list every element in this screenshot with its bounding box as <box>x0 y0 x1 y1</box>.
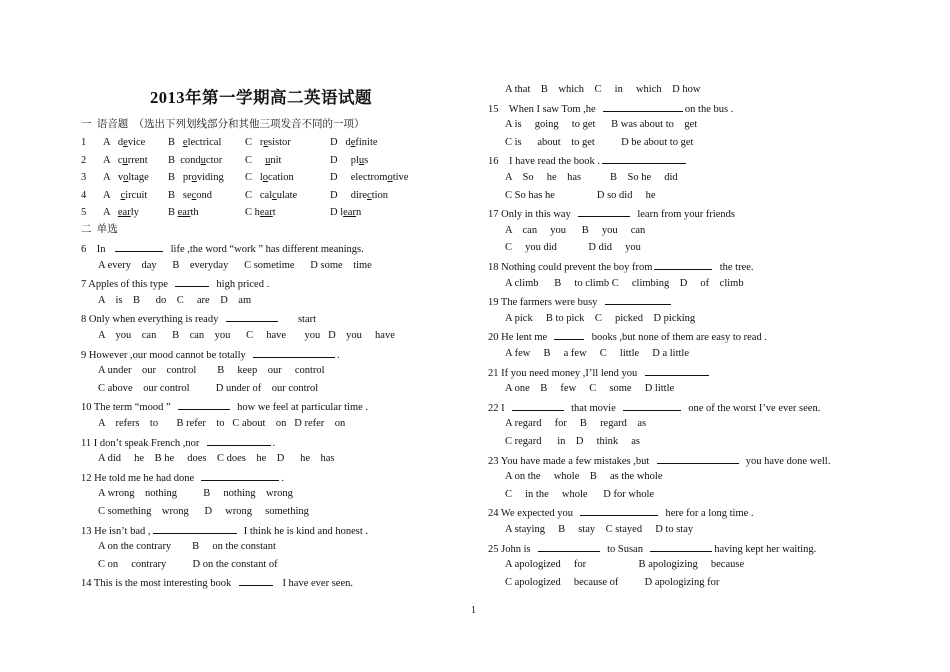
question-stem <box>488 365 711 378</box>
option-text: D dire <box>330 189 368 201</box>
answer-options: C is about to get D be about to get <box>505 136 694 148</box>
question-text: . <box>281 472 285 484</box>
question-text: to Susan <box>601 543 649 555</box>
answer-options: A is B do C are D am <box>98 294 252 306</box>
question-text: I have ever seen. <box>274 578 353 590</box>
answer-options: C above our control D under of our control <box>98 382 319 394</box>
answer-options: A pick B to pick C picked D picking <box>505 312 696 324</box>
answer-blank <box>253 347 335 358</box>
question-text: learn from your friends <box>632 209 736 221</box>
question-stem <box>81 435 275 448</box>
section2-heading: 二 单选 <box>81 224 118 235</box>
answer-options: A one B few C some D little <box>505 383 675 395</box>
question-stem <box>488 153 688 166</box>
question-text: 15 When I saw Tom ,he <box>488 103 601 115</box>
answer-options: A under our control B keep our control <box>98 365 325 377</box>
question-stem <box>81 276 269 289</box>
phonetics-option-d <box>330 189 388 202</box>
answer-options: C in the whole D for whole <box>505 488 655 500</box>
question-stem <box>81 311 316 324</box>
question-stem <box>488 206 735 219</box>
phonetics-option-b <box>168 206 199 219</box>
answer-options: C you did D did you <box>505 242 641 254</box>
question-stem <box>81 241 364 254</box>
answer-blank <box>657 453 739 464</box>
answer-blank <box>580 505 658 516</box>
question-stem <box>81 470 284 483</box>
question-text: 19 The farmers were busy <box>488 297 603 309</box>
answer-options: A did he B he does C does he D he has <box>98 453 335 465</box>
underlined-sound: ear <box>117 207 131 218</box>
answer-blank <box>654 259 712 270</box>
underlined-sound: o <box>387 172 393 183</box>
question-text: . <box>337 349 340 361</box>
option-text: A d <box>103 137 124 148</box>
question-text: 10 The term “mood ” <box>81 402 176 414</box>
answer-blank <box>512 400 564 411</box>
answer-options: A on the whole B as the whole <box>505 471 663 483</box>
underlined-sound: u <box>122 154 128 166</box>
phonetics-option-c <box>245 171 294 184</box>
answer-options: A on the contrary B on the constant <box>98 541 276 553</box>
phonetics-option-a <box>103 154 148 167</box>
question-text: the tree. <box>714 262 754 273</box>
option-text: cation <box>268 172 294 183</box>
question-text: on the bus . <box>684 103 734 115</box>
question-text: high priced . <box>211 279 270 291</box>
option-text: C cal <box>245 189 273 201</box>
underlined-sound: e <box>263 137 269 148</box>
question-text: 7 Apples of this type <box>81 279 174 291</box>
answer-blank <box>605 294 671 305</box>
option-text: th <box>190 207 199 218</box>
underlined-sound: e <box>123 137 128 148</box>
option-text: A <box>103 207 118 218</box>
question-stem <box>488 329 767 342</box>
option-text: B pr <box>168 172 192 183</box>
question-stem <box>488 400 820 413</box>
phonetics-option-d <box>330 136 378 149</box>
underlined-sound: u <box>358 154 365 166</box>
question-stem <box>488 259 754 272</box>
phonetics-option-c <box>245 154 281 167</box>
option-text: viding <box>196 172 224 183</box>
section1-heading: 一 语音题 （选出下列划线部分和其他三项发音不同的一项） <box>81 119 365 130</box>
question-stem <box>488 101 733 114</box>
question-text: 8 Only when everything is ready <box>81 314 224 326</box>
phonetics-number: 5 <box>81 207 87 218</box>
question-text: 14 This is the most interesting book <box>81 578 237 590</box>
answer-options: A wrong nothing B nothing wrong <box>98 488 293 500</box>
option-text: s <box>364 154 369 166</box>
question-text: 24 We expected you <box>488 508 579 520</box>
answer-blank <box>239 575 273 586</box>
question-text: 12 He told me he had done <box>81 472 200 484</box>
phonetics-option-b <box>168 154 222 167</box>
underlined-sound: o <box>262 172 269 183</box>
option-text: tive <box>392 172 409 183</box>
answer-options: C regard in D think as <box>505 436 641 447</box>
option-text: vice <box>127 137 146 148</box>
option-text: D electrom <box>330 172 388 183</box>
option-text: B <box>168 207 178 218</box>
option-text: n <box>355 207 362 218</box>
answer-options: C on contrary D on the constant of <box>98 558 278 570</box>
option-text: C <box>245 154 266 166</box>
phonetics-option-a <box>103 171 149 184</box>
phonetics-option-b <box>168 171 224 184</box>
underlined-sound: e <box>182 137 188 148</box>
question-text: life ,the word “work ” has different meanings. <box>165 244 364 255</box>
phonetics-option-a <box>103 136 145 149</box>
question-text: 17 Only in this way <box>488 209 577 221</box>
question-text: how we feel at particular time . <box>231 402 369 414</box>
question-text: 11 I don’t speak French ,nor <box>81 437 205 449</box>
phonetics-number: 3 <box>81 172 87 183</box>
underlined-sound: ear <box>343 207 356 218</box>
underlined-sound: o <box>191 172 197 183</box>
phonetics-number: 1 <box>81 137 87 148</box>
answer-options: A few B a few C little D a little <box>505 348 690 359</box>
answer-options: A So he has B So he did <box>505 172 678 183</box>
answer-options: C So has he D so did he <box>505 189 656 201</box>
underlined-sound: c <box>367 189 372 201</box>
option-text: rrent <box>127 154 148 166</box>
question-text: here for a long time . <box>660 508 754 520</box>
answer-options: A is going to get B was about to get <box>505 119 698 131</box>
question-text: having kept her waiting. <box>714 543 817 555</box>
option-text: ulate <box>276 189 298 201</box>
option-text: D d <box>330 137 351 148</box>
page-title: 2013年第一学期高二英语试题 <box>150 88 372 107</box>
question-text: you have done well. <box>740 455 831 467</box>
answer-options: A apologized for B apologizing because <box>505 559 745 571</box>
phonetics-option-b <box>168 136 221 149</box>
question-text: 25 John is <box>488 543 536 555</box>
answer-blank <box>623 400 681 411</box>
phonetics-option-c <box>245 206 276 219</box>
question-text: that movie <box>565 402 621 414</box>
underlined-sound: c <box>120 189 126 201</box>
answer-options: C something wrong D wrong something <box>98 506 309 517</box>
underlined-sound: e <box>350 137 356 148</box>
answer-options: A that B which C in which D how <box>505 84 701 95</box>
underlined-sound: o <box>123 172 129 183</box>
phonetics-option-a <box>103 189 147 202</box>
option-text: A v <box>103 172 124 183</box>
phonetics-option-d <box>330 154 368 167</box>
question-text: 20 He lent me <box>488 332 553 344</box>
answer-blank <box>603 101 683 112</box>
question-stem <box>81 347 340 360</box>
option-text: nit <box>270 154 282 166</box>
underlined-sound: ear <box>259 207 273 218</box>
phonetics-option-d <box>330 171 408 184</box>
question-text: one of the worst I’ve ever seen. <box>683 402 821 414</box>
answer-blank <box>226 311 278 322</box>
underlined-sound: c <box>191 189 197 201</box>
option-text: A <box>103 189 121 201</box>
question-text: 21 If you need money ,I’ll lend you <box>488 367 643 379</box>
answer-blank <box>554 329 584 340</box>
phonetics-number: 4 <box>81 189 87 201</box>
option-text: t <box>272 207 276 218</box>
phonetics-option-b <box>168 189 212 202</box>
answer-blank <box>645 365 709 376</box>
phonetics-option-a <box>103 206 139 219</box>
answer-blank <box>538 541 600 552</box>
question-stem <box>488 505 754 518</box>
option-text: ctor <box>205 154 223 166</box>
phonetics-number: 2 <box>81 154 87 166</box>
option-text: sistor <box>268 137 291 148</box>
phonetics-option-d <box>330 206 361 219</box>
question-text: 6 In <box>81 244 114 255</box>
question-stem <box>81 575 353 588</box>
answer-blank <box>650 541 712 552</box>
option-text: ond <box>196 189 213 201</box>
option-text: tion <box>371 189 389 201</box>
page-number: 1 <box>471 605 476 616</box>
answer-options: A every day B everyday C sometime D some time <box>98 259 372 271</box>
answer-options: A staying B stay C stayed D to stay <box>505 524 694 535</box>
answer-options: A you can B can you C have you D you have <box>98 330 395 341</box>
question-text: . <box>272 437 276 449</box>
phonetics-option-c <box>245 189 297 202</box>
answer-options: A refers to B refer to C about on D refer on <box>98 418 346 429</box>
question-text: 18 Nothing could prevent the boy from <box>488 262 653 273</box>
question-stem <box>488 294 673 307</box>
option-text: lectrical <box>187 137 222 148</box>
option-text: D l <box>330 207 344 218</box>
answer-blank <box>178 399 230 410</box>
option-text: D pl <box>330 154 359 166</box>
option-text: C l <box>245 172 263 183</box>
option-text: B se <box>168 189 192 201</box>
answer-blank <box>201 470 279 481</box>
answer-blank <box>578 206 630 217</box>
question-text: 22 I <box>488 402 510 414</box>
answer-blank <box>153 523 237 534</box>
option-text: ircuit <box>125 189 148 201</box>
question-text: I think he is kind and honest . <box>238 525 369 537</box>
question-text: start <box>279 314 317 326</box>
underlined-sound: u <box>200 154 206 166</box>
question-text: 13 He isn’t bad , <box>81 525 151 537</box>
answer-options: A can you B you can <box>505 224 646 236</box>
question-stem <box>488 453 830 466</box>
underlined-sound: c <box>272 189 277 201</box>
question-text: 23 You have made a few mistakes ,but <box>488 455 655 467</box>
phonetics-option-c <box>245 136 291 149</box>
option-text: ly <box>130 207 139 218</box>
question-text: books ,but none of them are easy to read . <box>586 332 767 344</box>
option-text: B cond <box>168 154 201 166</box>
question-stem <box>81 399 368 412</box>
underlined-sound: ear <box>177 207 191 218</box>
answer-blank <box>115 241 163 252</box>
question-stem <box>81 523 368 536</box>
question-stem <box>488 541 816 554</box>
answer-blank <box>602 153 686 164</box>
option-text: B <box>168 137 183 148</box>
answer-options: C apologized because of D apologizing for <box>505 576 720 588</box>
option-text: finite <box>355 137 378 148</box>
answer-blank <box>207 435 271 446</box>
answer-options: A climb B to climb C climbing D of climb <box>505 277 744 289</box>
option-text: ltage <box>128 172 149 183</box>
answer-options: A regard for B regard as <box>505 418 647 430</box>
answer-blank <box>175 276 209 287</box>
question-text: 9 However ,our mood cannot be totally <box>81 349 251 361</box>
option-text: C r <box>245 137 264 148</box>
question-text: 16 I have read the book . <box>488 156 600 168</box>
option-text: A c <box>103 154 123 166</box>
option-text: C h <box>245 207 260 218</box>
underlined-sound: u <box>265 154 271 166</box>
